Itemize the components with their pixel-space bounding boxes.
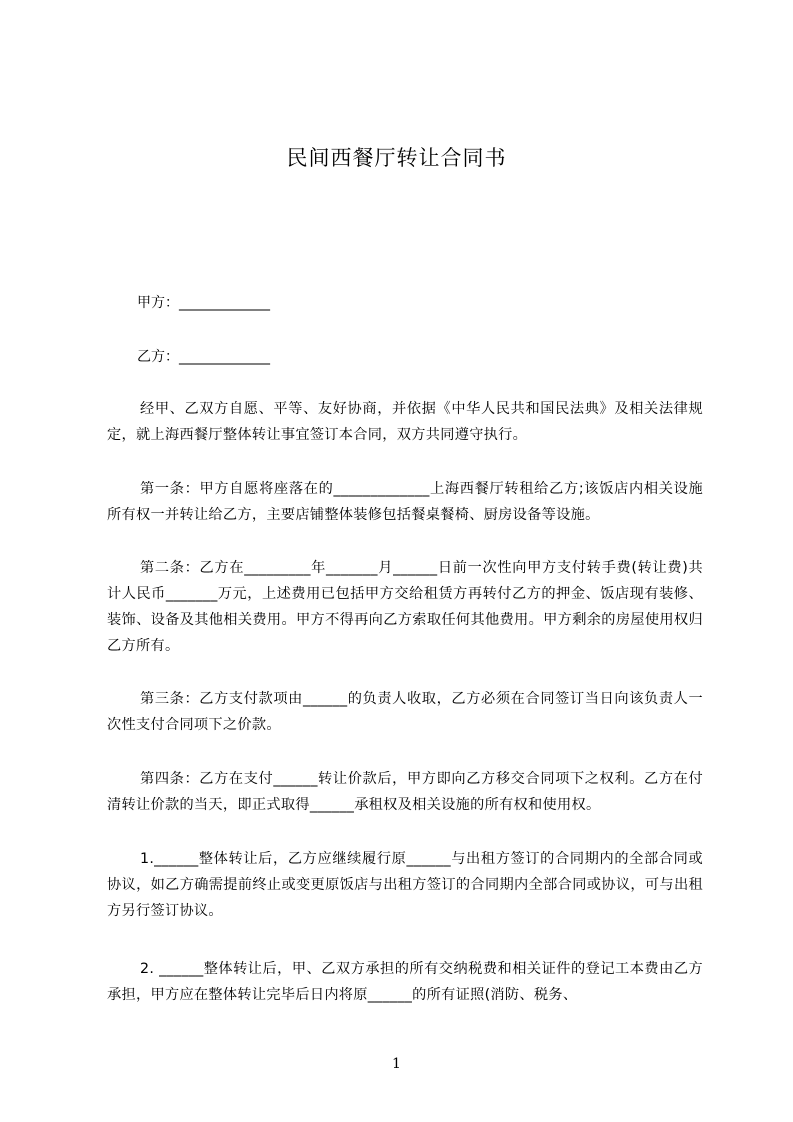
article-4-paragraph: 第四条：乙方在支付______转让价款后，甲方即向乙方移交合同项下之权利。乙方在付清转让价款的当天，即正式取得______承租权及相关设施的所有权和使用权。 <box>107 771 703 813</box>
page-number: 1 <box>392 1056 401 1072</box>
party-b-line: 乙方：_____________ <box>137 349 270 365</box>
preamble-paragraph: 经甲、乙双方自愿、平等、友好协商，并依据《中华人民共和国民法典》及相关法律规定，就上海西餐厅整体转让事宜签订本合同，双方共同遵守执行。 <box>107 401 703 443</box>
article-2-paragraph: 第二条：乙方在_________年_______月______日前一次性向甲方支付转手费(转让费)共计人民币_______万元，上述费用已包括甲方交给租赁方再转付乙方的押金、饭店现有装修、装饰、设备及其他相关费用。甲方不得再向乙方索取任何其他费用。甲方剩余的房屋使用权归乙方所有。 <box>107 560 703 654</box>
clause-2-paragraph: 2. ______整体转让后，甲、乙双方承担的所有交纳税费和相关证件的登记工本费由乙方承担，甲方应在整体转让完毕后日内将原______的所有证照(消防、税务、 <box>107 961 703 1003</box>
clause-1-paragraph: 1.______整体转让后，乙方应继续履行原______与出租方签订的合同期内的全部合同或协议，如乙方确需提前终止或变更原饭店与出租方签订的合同期内全部合同或协议，可与出租方另行签订协议。 <box>107 851 703 919</box>
article-3-paragraph: 第三条：乙方支付款项由______的负责人收取，乙方必须在合同签订当日向该负责人一次性支付合同项下之价款。 <box>107 691 703 733</box>
party-a-line: 甲方：_____________ <box>137 295 270 311</box>
document-title: 民间西餐厅转让合同书 <box>286 146 507 170</box>
article-1-paragraph: 第一条：甲方自愿将座落在的_____________上海西餐厅转租给乙方;该饭店内相关设施所有权一并转让给乙方，主要店铺整体装修包括餐桌餐椅、厨房设备等设施。 <box>107 481 703 523</box>
